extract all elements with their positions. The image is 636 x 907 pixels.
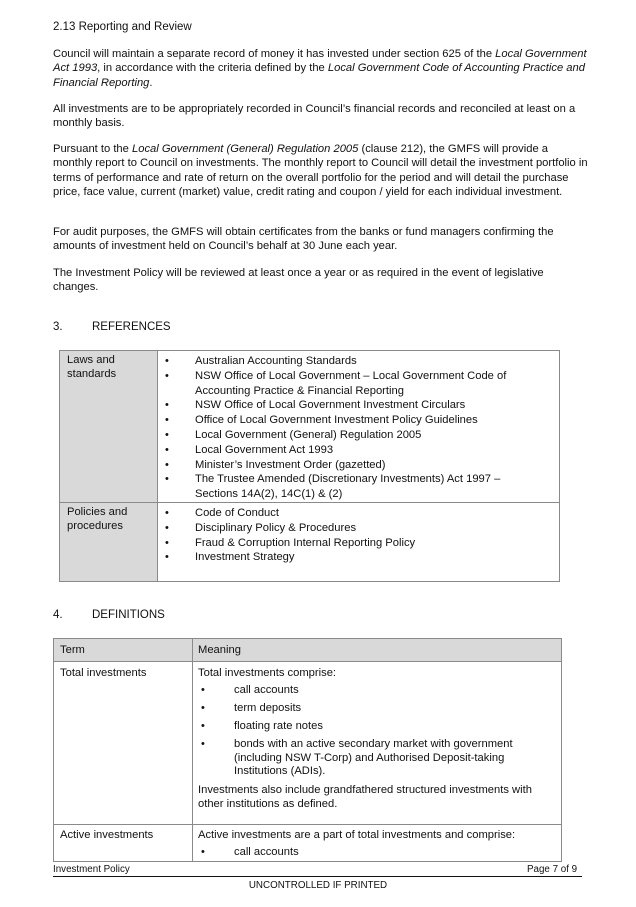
list-item: • Fraud & Corruption Internal Reporting Policy <box>158 536 559 551</box>
references-row-laws <box>60 351 559 503</box>
list-item: • bonds with an active secondary market with government (including NSW T-Corp) and Authorised Deposit-taking Institutions (ADIs). <box>198 738 554 779</box>
p1-text-a: Council will maintain a separate record of money it has invested under section 625 of the <box>53 48 496 60</box>
column-divider <box>192 639 193 861</box>
list-item: • Disciplinary Policy & Procedures <box>158 521 559 536</box>
definitions-header-row <box>54 639 561 662</box>
column-header-term: Term <box>60 644 85 656</box>
paragraph-review: The Investment Policy will be reviewed at least once a year or as required in the event of legislative changes. <box>53 267 544 294</box>
definitions-number: 4. <box>53 609 63 621</box>
p3-text-a: Pursuant to the <box>53 143 132 155</box>
meaning-total-investments <box>198 666 554 811</box>
list-item: • Code of Conduct <box>158 506 559 521</box>
references-list-policies <box>158 503 559 565</box>
row-divider <box>54 824 561 825</box>
references-list-laws <box>158 351 559 502</box>
list-item: • Minister’s Investment Order (gazetted) <box>158 458 559 473</box>
meaning-intro: Active investments are a part of total investments and comprise: <box>198 829 516 841</box>
references-table <box>59 350 560 582</box>
meaning-outro: Investments also include grandfathered structured investments with other institutions as defined. <box>198 784 532 810</box>
list-item: • Australian Accounting Standards <box>158 354 559 369</box>
references-label-laws: Laws and standards <box>60 351 158 502</box>
list-item: • call accounts <box>198 846 554 860</box>
p1-text-c: , in accordance with the criteria defined by the <box>97 62 328 75</box>
p3-text-c: (clause 212), the GMFS will provide a monthly report to Council on investments. The monthly report to Council will detail the investment portfolio in terms of performance and rate of return on the overall portfolio for the period and will detail the purchase price, face value, current (market) value, credit rating and coupon / yield for each individual investment. <box>53 143 588 199</box>
references-row-policies <box>60 503 559 581</box>
list-item: • The Trustee Amended (Discretionary Investments) Act 1997 – Sections 14A(2), 14C(1) & (2) <box>158 472 559 502</box>
list-item: • term deposits <box>198 702 554 716</box>
list-item: • Office of Local Government Investment Policy Guidelines <box>158 413 559 428</box>
paragraph-monthly-report <box>53 142 588 200</box>
term-total-investments: Total investments <box>60 667 147 679</box>
definitions-title: DEFINITIONS <box>92 609 165 621</box>
list-item: • Local Government (General) Regulation 2005 <box>158 428 559 443</box>
term-active-investments: Active investments <box>60 829 154 841</box>
footer-rule <box>53 876 582 877</box>
meaning-active-investments <box>198 828 554 864</box>
references-label-policies: Policies and procedures <box>60 503 158 581</box>
p1-code-title: Local Government Code of Accounting Practice and Financial Reporting <box>53 62 585 89</box>
footer-uncontrolled-notice: UNCONTROLLED IF PRINTED <box>248 880 388 891</box>
p1-act-title: Local Government Act 1993 <box>53 48 587 75</box>
section-heading-definitions <box>53 609 165 621</box>
list-item: • NSW Office of Local Government – Local Government Code of Accounting Practice & Financial Reporting <box>158 369 559 399</box>
list-item: • floating rate notes <box>198 720 554 734</box>
footer-page-number: Page 7 of 9 <box>527 864 578 875</box>
paragraph-audit: For audit purposes, the GMFS will obtain certificates from the banks or fund managers confirming the amounts of investment held on Council’s behalf at 30 June each year. <box>53 226 554 253</box>
list-item: • Local Government Act 1993 <box>158 443 559 458</box>
list-item: • call accounts <box>198 684 554 698</box>
list-item: • Investment Strategy <box>158 550 559 565</box>
definitions-table <box>53 638 562 862</box>
p1-text-e: . <box>149 76 153 89</box>
list-item: • NSW Office of Local Government Investment Circulars <box>158 398 559 413</box>
references-title: REFERENCES <box>92 321 171 333</box>
footer-document-title: Investment Policy <box>53 864 130 875</box>
p3-regulation-title: Local Government (General) Regulation 2005 <box>132 143 359 155</box>
paragraph-recorded: All investments are to be appropriately recorded in Council’s financial records and reconciled at least on a monthly basis. <box>53 103 576 130</box>
section-heading-2-13: 2.13 Reporting and Review <box>53 21 192 33</box>
meaning-intro: Total investments comprise: <box>198 667 337 679</box>
paragraph-record-of-money <box>53 47 588 90</box>
references-number: 3. <box>53 321 63 333</box>
section-heading-references <box>53 321 171 333</box>
column-header-meaning: Meaning <box>198 644 241 656</box>
